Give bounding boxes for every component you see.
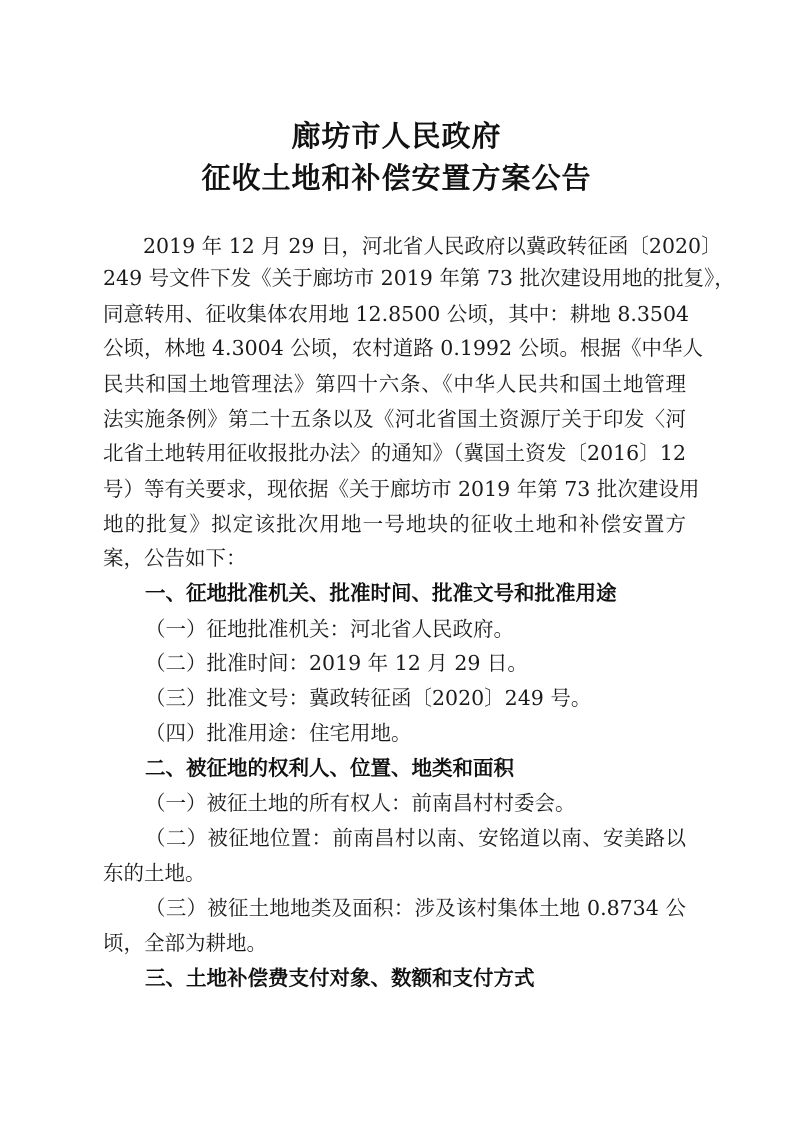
document-title-line1: 廊坊市人民政府 — [291, 119, 502, 153]
intro-line: 249 号文件下发《关于廊坊市 2019 年第 73 批次建设用地的批复》， — [103, 266, 735, 290]
section2-item-continuation: 东的土地。 — [103, 861, 206, 885]
intro-line: 地的批复》拟定该批次用地一号地块的征收土地和补偿安置方 — [103, 512, 686, 536]
section2-heading: 二、被征地的权利人、位置、地类和面积 — [145, 756, 514, 780]
section1-item: （四）批准用途：住宅用地。 — [145, 721, 412, 745]
intro-line: 北省土地转用征收报批办法〉的通知》（冀国土资发〔2016〕12 — [103, 441, 686, 465]
intro-line: 号）等有关要求，现依据《关于廊坊市 2019 年第 73 批次建设用 — [103, 477, 700, 501]
section1-item: （一）征地批准机关：河北省人民政府。 — [145, 617, 514, 641]
section2-item: （一）被征土地的所有权人：前南昌村村委会。 — [145, 791, 576, 815]
intro-line: 案，公告如下： — [103, 546, 247, 570]
intro-line: 民共和国土地管理法》第四十六条、《中华人民共和国土地管理 — [103, 372, 686, 396]
section2-item: （二）被征地位置：前南昌村以南、安铭道以南、安美路以 — [145, 826, 686, 850]
section1-item: （三）批准文号：冀政转征函〔2020〕249 号。 — [145, 686, 592, 710]
section3-heading: 三、土地补偿费支付对象、数额和支付方式 — [145, 966, 535, 990]
section1-heading: 一、征地批准机关、批准时间、批准文号和批准用途 — [145, 581, 617, 605]
intro-line: 2019 年 12 月 29 日，河北省人民政府以冀政转征函〔2020〕 — [143, 234, 722, 258]
document-title-line2: 征收土地和补偿安置方案公告 — [201, 161, 592, 195]
intro-line: 公顷，林地 4.3004 公顷，农村道路 0.1992 公顷。根据《中华人 — [103, 336, 704, 360]
section2-item-continuation: 顷，全部为耕地。 — [103, 931, 267, 955]
intro-line: 同意转用、征收集体农用地 12.8500 公顷，其中：耕地 8.3504 — [103, 302, 690, 326]
section1-item: （二）批准时间：2019 年 12 月 29 日。 — [145, 651, 528, 675]
section2-item: （三）被征土地地类及面积：涉及该村集体土地 0.8734 公 — [145, 896, 686, 920]
intro-line: 法实施条例》第二十五条以及《河北省国土资源厅关于印发〈河 — [103, 407, 686, 431]
